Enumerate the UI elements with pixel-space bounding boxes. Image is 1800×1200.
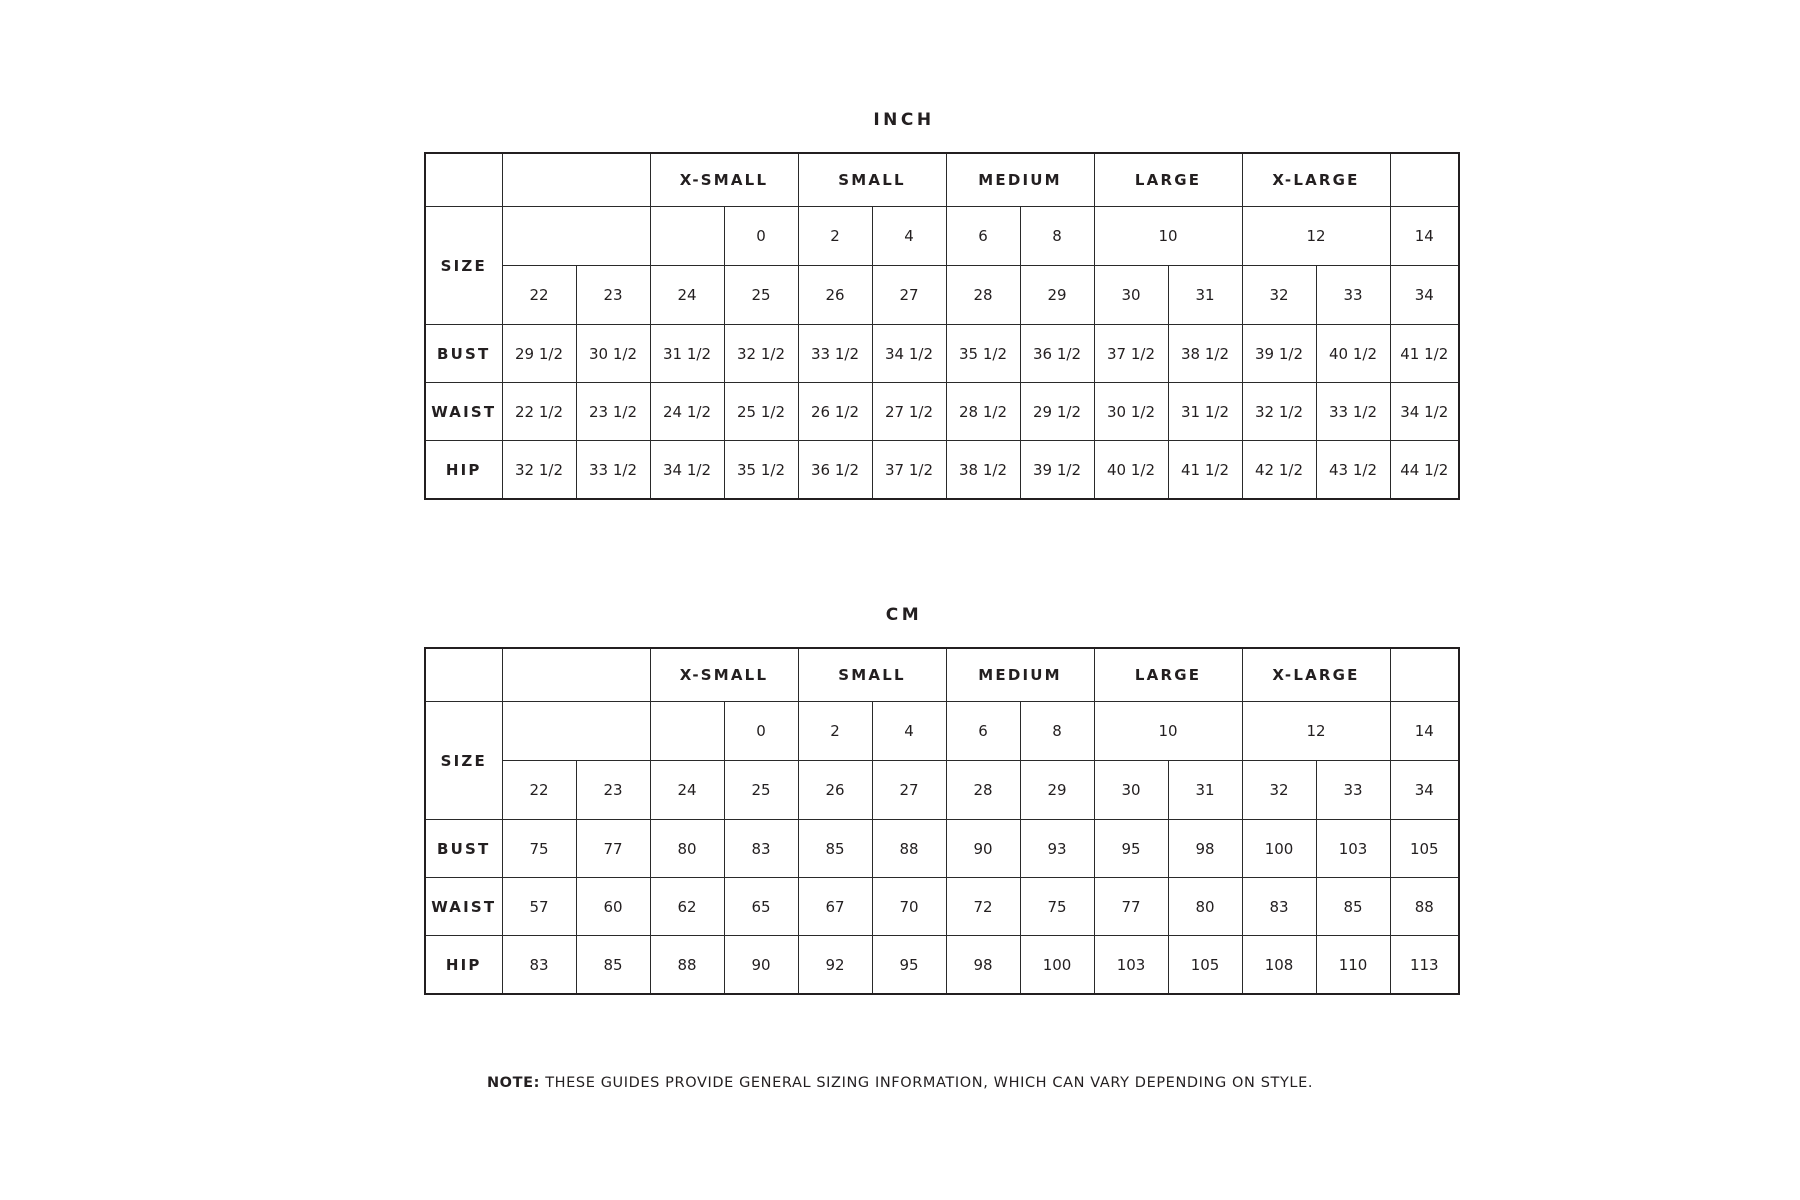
- cell-empty: [425, 153, 502, 207]
- cell-us-size-14: 14: [1390, 702, 1459, 761]
- cell-waist-8: 30 1/2: [1094, 383, 1168, 441]
- group-label-none-2: [1390, 153, 1459, 207]
- cell-num-size-26: 26: [798, 266, 872, 325]
- table-row-numeric-sizes: [425, 266, 1459, 325]
- table-row-groups: [425, 153, 1459, 207]
- table-row-us-sizes: [425, 207, 1459, 266]
- cell-waist-11: 33 1/2: [1316, 383, 1390, 441]
- cell-waist-3: 25 1/2: [724, 383, 798, 441]
- cell-waist-4: 67: [798, 878, 872, 936]
- row-label-waist: WAIST: [425, 383, 502, 441]
- cell-num-size-31: 31: [1168, 266, 1242, 325]
- cell-hip-12: 113: [1390, 936, 1459, 995]
- cell-us-size-4: 4: [872, 702, 946, 761]
- cell-hip-0: 32 1/2: [502, 441, 576, 500]
- cell-bust-11: 40 1/2: [1316, 325, 1390, 383]
- cell-hip-5: 37 1/2: [872, 441, 946, 500]
- cell-num-size-32: 32: [1242, 761, 1316, 820]
- group-label-xsmall: X-SMALL: [650, 648, 798, 702]
- cell-bust-4: 85: [798, 820, 872, 878]
- cell-bust-3: 32 1/2: [724, 325, 798, 383]
- cell-num-size-34: 34: [1390, 761, 1459, 820]
- table-row-groups: [425, 648, 1459, 702]
- cell-us-size-6: 6: [946, 207, 1020, 266]
- cell-hip-11: 110: [1316, 936, 1390, 995]
- inch-size-table: [424, 152, 1460, 500]
- cell-waist-3: 65: [724, 878, 798, 936]
- cell-waist-0: 22 1/2: [502, 383, 576, 441]
- cell-us-size-8: 8: [1020, 207, 1094, 266]
- note-body: THESE GUIDES PROVIDE GENERAL SIZING INFORMATION, WHICH CAN VARY DEPENDING ON STYLE.: [540, 1075, 1314, 1091]
- cell-hip-4: 92: [798, 936, 872, 995]
- table-row-numeric-sizes: [425, 761, 1459, 820]
- cell-bust-0: 75: [502, 820, 576, 878]
- cell-bust-3: 83: [724, 820, 798, 878]
- cell-hip-10: 42 1/2: [1242, 441, 1316, 500]
- cell-hip-1: 85: [576, 936, 650, 995]
- cell-hip-9: 105: [1168, 936, 1242, 995]
- cell-num-size-29: 29: [1020, 761, 1094, 820]
- cell-us-size-2: 2: [798, 702, 872, 761]
- cell-waist-12: 88: [1390, 878, 1459, 936]
- cell-waist-0: 57: [502, 878, 576, 936]
- cell-bust-2: 31 1/2: [650, 325, 724, 383]
- cell-bust-6: 35 1/2: [946, 325, 1020, 383]
- group-label-medium: MEDIUM: [946, 648, 1094, 702]
- group-label-xlarge: X-LARGE: [1242, 153, 1390, 207]
- group-label-none-1: [502, 648, 650, 702]
- table-row-hip: [425, 936, 1459, 995]
- cell-hip-7: 39 1/2: [1020, 441, 1094, 500]
- cell-bust-9: 98: [1168, 820, 1242, 878]
- cell-us-size-empty-1: [502, 702, 650, 761]
- cell-bust-1: 30 1/2: [576, 325, 650, 383]
- cell-us-size-0: 0: [724, 702, 798, 761]
- table-row-hip: [425, 441, 1459, 500]
- cell-bust-2: 80: [650, 820, 724, 878]
- cell-hip-1: 33 1/2: [576, 441, 650, 500]
- cell-num-size-32: 32: [1242, 266, 1316, 325]
- table-row-us-sizes: [425, 702, 1459, 761]
- cell-waist-7: 75: [1020, 878, 1094, 936]
- cell-num-size-29: 29: [1020, 266, 1094, 325]
- cell-waist-10: 83: [1242, 878, 1316, 936]
- cell-num-size-28: 28: [946, 761, 1020, 820]
- row-label-size: SIZE: [425, 207, 502, 325]
- cell-waist-11: 85: [1316, 878, 1390, 936]
- cm-size-chart: [424, 605, 1439, 995]
- cell-waist-2: 62: [650, 878, 724, 936]
- cell-us-size-0: 0: [724, 207, 798, 266]
- note-text: [0, 1075, 1800, 1091]
- cell-hip-11: 43 1/2: [1316, 441, 1390, 500]
- cell-hip-8: 103: [1094, 936, 1168, 995]
- cell-waist-2: 24 1/2: [650, 383, 724, 441]
- cell-waist-8: 77: [1094, 878, 1168, 936]
- cm-size-table: [424, 647, 1460, 995]
- cell-us-size-2: 2: [798, 207, 872, 266]
- group-label-large: LARGE: [1094, 648, 1242, 702]
- cell-us-size-6: 6: [946, 702, 1020, 761]
- cell-num-size-24: 24: [650, 266, 724, 325]
- cell-waist-9: 31 1/2: [1168, 383, 1242, 441]
- cell-us-size-8: 8: [1020, 702, 1094, 761]
- row-label-hip: HIP: [425, 441, 502, 500]
- cell-num-size-22: 22: [502, 266, 576, 325]
- cell-num-size-30: 30: [1094, 266, 1168, 325]
- cell-waist-6: 28 1/2: [946, 383, 1020, 441]
- cell-us-size-empty-2: [650, 207, 724, 266]
- cell-num-size-22: 22: [502, 761, 576, 820]
- cell-waist-6: 72: [946, 878, 1020, 936]
- cell-hip-4: 36 1/2: [798, 441, 872, 500]
- cell-us-size-14: 14: [1390, 207, 1459, 266]
- cell-bust-12: 41 1/2: [1390, 325, 1459, 383]
- cell-bust-7: 93: [1020, 820, 1094, 878]
- cell-waist-7: 29 1/2: [1020, 383, 1094, 441]
- table-row-bust: [425, 325, 1459, 383]
- group-label-none-2: [1390, 648, 1459, 702]
- group-label-xsmall: X-SMALL: [650, 153, 798, 207]
- cell-bust-6: 90: [946, 820, 1020, 878]
- cell-bust-10: 39 1/2: [1242, 325, 1316, 383]
- cell-num-size-31: 31: [1168, 761, 1242, 820]
- cell-us-size-10: 10: [1094, 207, 1242, 266]
- cell-num-size-30: 30: [1094, 761, 1168, 820]
- row-label-bust: BUST: [425, 325, 502, 383]
- cell-us-size-12: 12: [1242, 207, 1390, 266]
- row-label-size: SIZE: [425, 702, 502, 820]
- group-label-small: SMALL: [798, 153, 946, 207]
- cell-hip-6: 98: [946, 936, 1020, 995]
- row-label-bust: BUST: [425, 820, 502, 878]
- cell-num-size-25: 25: [724, 761, 798, 820]
- group-label-none-1: [502, 153, 650, 207]
- cell-empty: [425, 648, 502, 702]
- cell-bust-11: 103: [1316, 820, 1390, 878]
- table-row-waist: [425, 383, 1459, 441]
- cell-hip-12: 44 1/2: [1390, 441, 1459, 500]
- cell-waist-5: 70: [872, 878, 946, 936]
- cell-num-size-28: 28: [946, 266, 1020, 325]
- cell-bust-10: 100: [1242, 820, 1316, 878]
- cell-bust-8: 95: [1094, 820, 1168, 878]
- cell-waist-1: 60: [576, 878, 650, 936]
- group-label-xlarge: X-LARGE: [1242, 648, 1390, 702]
- cell-waist-5: 27 1/2: [872, 383, 946, 441]
- table-row-bust: [425, 820, 1459, 878]
- cell-num-size-23: 23: [576, 761, 650, 820]
- row-label-hip: HIP: [425, 936, 502, 995]
- cell-hip-3: 35 1/2: [724, 441, 798, 500]
- cell-num-size-33: 33: [1316, 266, 1390, 325]
- cell-bust-1: 77: [576, 820, 650, 878]
- note-prefix: NOTE:: [486, 1075, 540, 1091]
- cell-hip-0: 83: [502, 936, 576, 995]
- cell-waist-1: 23 1/2: [576, 383, 650, 441]
- cell-bust-9: 38 1/2: [1168, 325, 1242, 383]
- inch-chart-title: INCH: [873, 110, 935, 130]
- cell-num-size-25: 25: [724, 266, 798, 325]
- group-label-large: LARGE: [1094, 153, 1242, 207]
- cell-bust-5: 88: [872, 820, 946, 878]
- cell-hip-10: 108: [1242, 936, 1316, 995]
- cell-us-size-10: 10: [1094, 702, 1242, 761]
- cell-bust-5: 34 1/2: [872, 325, 946, 383]
- cell-num-size-23: 23: [576, 266, 650, 325]
- cell-waist-12: 34 1/2: [1390, 383, 1459, 441]
- cell-waist-10: 32 1/2: [1242, 383, 1316, 441]
- table-row-waist: [425, 878, 1459, 936]
- cell-num-size-26: 26: [798, 761, 872, 820]
- cell-bust-4: 33 1/2: [798, 325, 872, 383]
- group-label-small: SMALL: [798, 648, 946, 702]
- cell-num-size-24: 24: [650, 761, 724, 820]
- cell-num-size-33: 33: [1316, 761, 1390, 820]
- inch-size-chart: [424, 110, 1449, 500]
- cell-hip-8: 40 1/2: [1094, 441, 1168, 500]
- cell-us-size-empty-1: [502, 207, 650, 266]
- cell-hip-2: 34 1/2: [650, 441, 724, 500]
- cell-bust-12: 105: [1390, 820, 1459, 878]
- cell-waist-9: 80: [1168, 878, 1242, 936]
- cell-num-size-34: 34: [1390, 266, 1459, 325]
- cell-hip-7: 100: [1020, 936, 1094, 995]
- cell-hip-3: 90: [724, 936, 798, 995]
- cell-hip-2: 88: [650, 936, 724, 995]
- row-label-waist: WAIST: [425, 878, 502, 936]
- cell-us-size-4: 4: [872, 207, 946, 266]
- cell-bust-8: 37 1/2: [1094, 325, 1168, 383]
- cell-hip-9: 41 1/2: [1168, 441, 1242, 500]
- cell-us-size-empty-2: [650, 702, 724, 761]
- cell-hip-5: 95: [872, 936, 946, 995]
- cell-hip-6: 38 1/2: [946, 441, 1020, 500]
- cm-chart-title: CM: [885, 605, 923, 625]
- group-label-medium: MEDIUM: [946, 153, 1094, 207]
- cell-bust-7: 36 1/2: [1020, 325, 1094, 383]
- cell-num-size-27: 27: [872, 761, 946, 820]
- cell-num-size-27: 27: [872, 266, 946, 325]
- cell-waist-4: 26 1/2: [798, 383, 872, 441]
- cell-bust-0: 29 1/2: [502, 325, 576, 383]
- cell-us-size-12: 12: [1242, 702, 1390, 761]
